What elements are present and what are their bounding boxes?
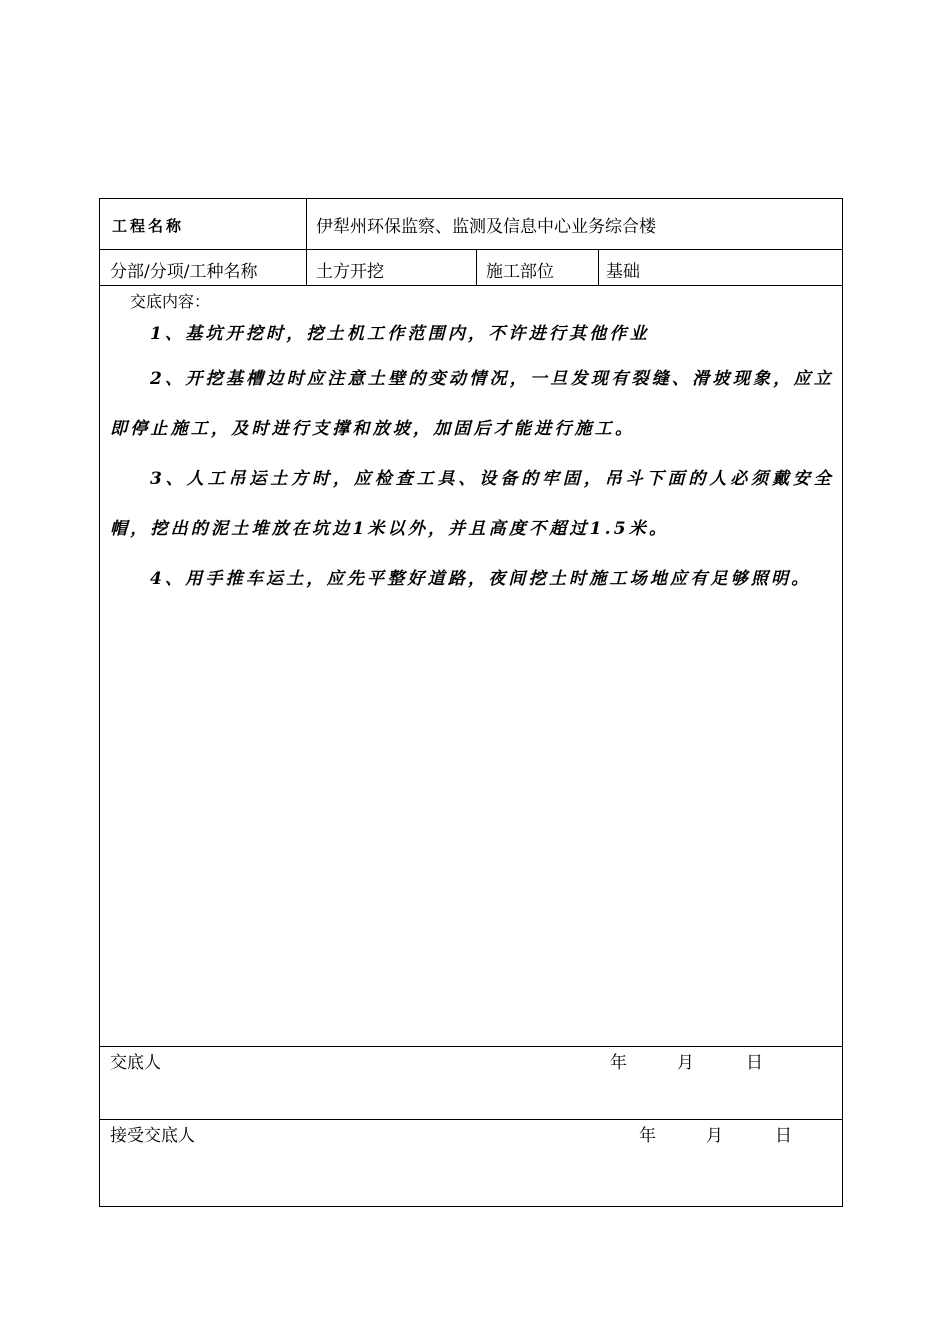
disclosure-item: 3、人工吊运土方时，应检查工具、设备的牢固，吊斗下面的人必须戴安全帽，挖出的泥土堆放在坑边1米以外，并且高度不超过1.5米。 (110, 469, 834, 539)
row-divider (100, 1046, 842, 1047)
giver-label: 交底人 (110, 1053, 161, 1073)
disclosure-heading: 交底内容： (130, 292, 211, 311)
row-divider (100, 285, 842, 286)
subitem-label: 分部/分项/工种名称 (110, 262, 258, 282)
disclosure-item: 1、基坑开挖时，挖土机工作范围内，不许进行其他作业 (150, 324, 650, 344)
receiver-year: 年 (639, 1126, 656, 1146)
disclosure-item: 4、用手推车运土，应先平整好道路，夜间挖土时施工场地应有足够照明。 (150, 569, 812, 589)
column-divider (306, 199, 307, 285)
receiver-month: 月 (706, 1126, 723, 1146)
disclosure-item: 2、开挖基槽边时应注意土壁的变动情况，一旦发现有裂缝、滑坡现象，应立即停止施工，及时进行支撑和放坡，加固后才能进行施工。 (110, 369, 834, 439)
location-value: 基础 (606, 262, 640, 282)
project-name-label: 工程名称 (112, 217, 185, 235)
location-label: 施工部位 (486, 262, 554, 282)
project-name-value: 伊犁州环保监察、监测及信息中心业务综合楼 (316, 217, 656, 237)
disclosure-form (99, 198, 843, 1207)
giver-month: 月 (677, 1053, 694, 1073)
row-divider (100, 1119, 842, 1120)
subitem-value: 土方开挖 (316, 262, 384, 282)
column-divider (598, 249, 599, 285)
row-divider (100, 249, 842, 250)
receiver-label: 接受交底人 (110, 1126, 195, 1146)
column-divider (476, 249, 477, 285)
giver-year: 年 (610, 1053, 627, 1073)
giver-day: 日 (746, 1053, 763, 1073)
disclosure-content (110, 314, 834, 604)
receiver-day: 日 (775, 1126, 792, 1146)
